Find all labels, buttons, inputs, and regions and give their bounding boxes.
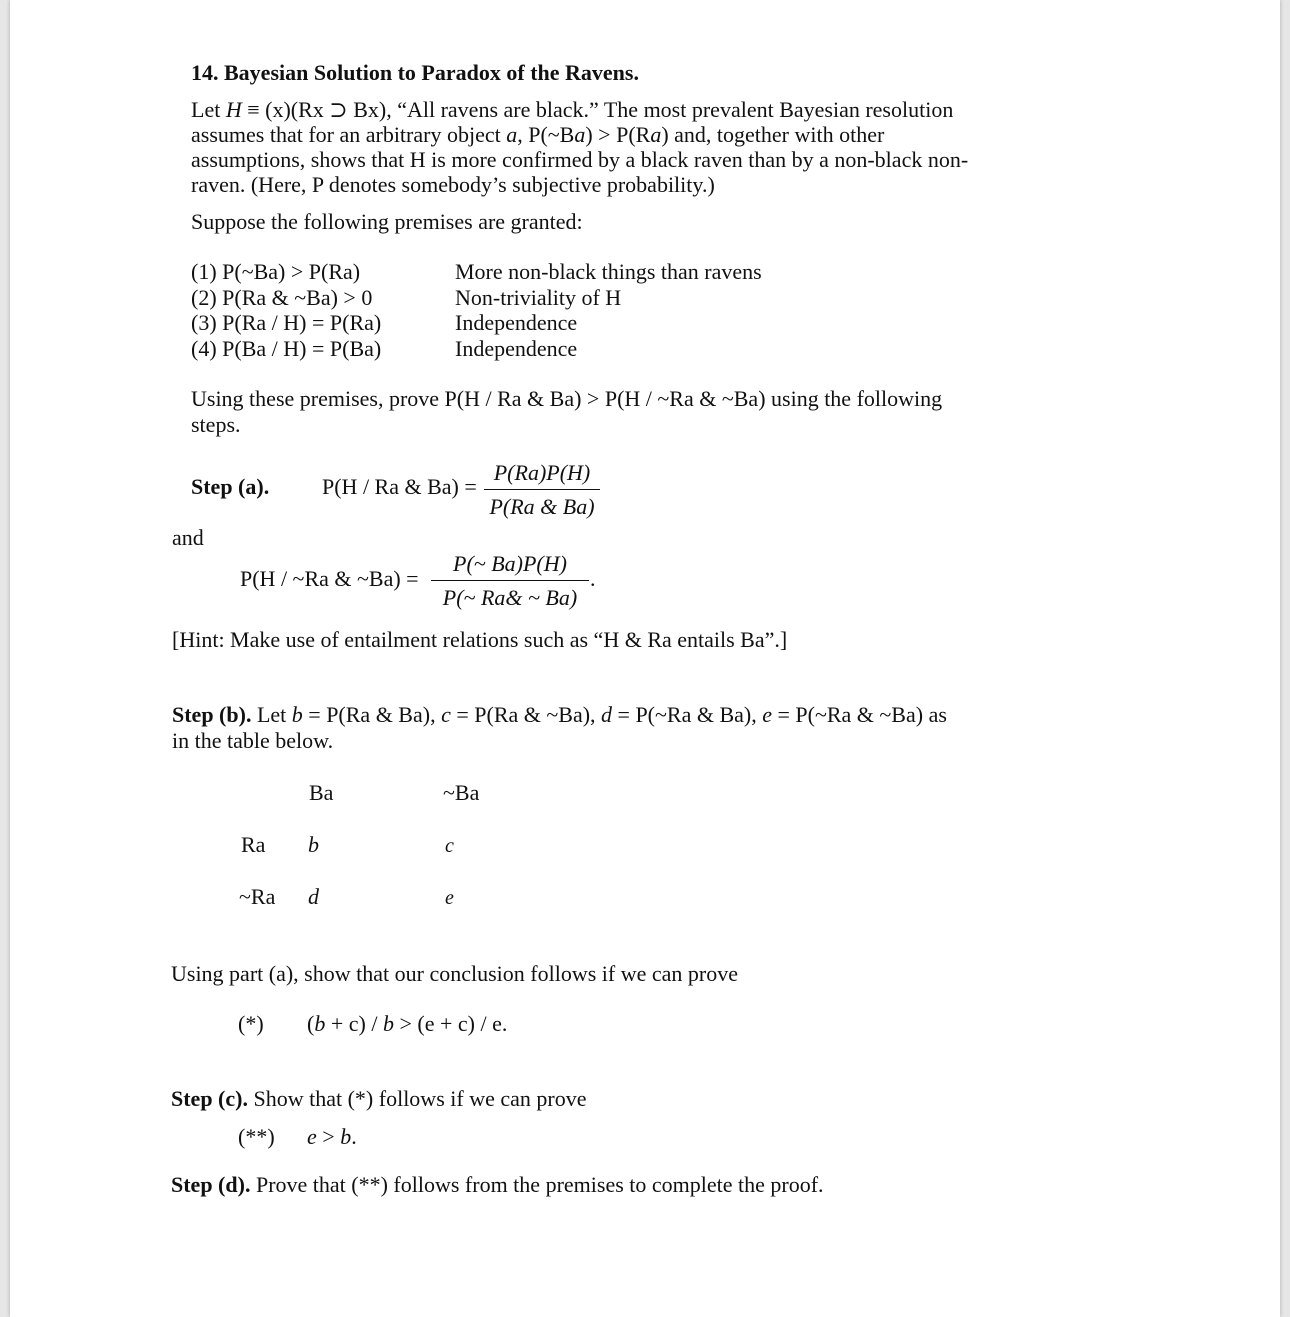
expr-text: > bbox=[316, 1124, 341, 1149]
intro-text: ≡ (x)(Rx ⊃ Bx), “All ravens are black.” The most prevalent Bayesian resolution bbox=[241, 97, 954, 122]
var-b: b bbox=[291, 702, 303, 727]
premise-3-label: Independence bbox=[455, 310, 578, 335]
eq2-fraction bbox=[431, 551, 589, 611]
eq2-denominator: P(~ Ra& ~ Ba) bbox=[442, 585, 578, 610]
eq2-numerator: P(~ Ba)P(H) bbox=[431, 551, 589, 581]
intro-var: a bbox=[506, 122, 518, 147]
expr-text: . bbox=[501, 1011, 508, 1036]
intro-text: ) > P(R bbox=[585, 122, 651, 147]
step-b-text: = P(Ra & ~Ba), bbox=[450, 702, 602, 727]
table-cell-b: b bbox=[308, 832, 319, 857]
table-row-header-not-ra: ~Ra bbox=[239, 884, 276, 909]
intro-line-1 bbox=[191, 97, 953, 122]
table-cell-e: e bbox=[445, 887, 454, 909]
var-d: d bbox=[601, 702, 613, 727]
suppose-text: Suppose the following premises are granted: bbox=[191, 209, 583, 234]
premise-2-label: Non-triviality of H bbox=[455, 285, 622, 310]
var-e: e bbox=[424, 1011, 435, 1036]
step-b-line-2: in the table below. bbox=[172, 728, 334, 753]
table-cell-d: d bbox=[308, 884, 319, 909]
step-a-fraction bbox=[484, 460, 600, 520]
step-b-line-1 bbox=[172, 702, 947, 727]
step-b-text: Let bbox=[251, 702, 292, 727]
premise-3-formula: (3) P(Ra / H) = P(Ra) bbox=[191, 310, 382, 335]
step-c-line bbox=[171, 1086, 586, 1111]
step-b-text: = P(~Ra & Ba), bbox=[612, 702, 763, 727]
premise-1-label: More non-black things than ravens bbox=[455, 259, 762, 284]
var-e: e bbox=[492, 1011, 502, 1036]
intro-text: assumes that for an arbitrary object bbox=[191, 122, 507, 147]
expr-text: . bbox=[351, 1124, 357, 1149]
step-a-numerator: P(Ra)P(H) bbox=[484, 460, 600, 490]
intro-var: a bbox=[574, 122, 586, 147]
premise-1-formula: (1) P(~Ba) > P(Ra) bbox=[191, 259, 361, 284]
using-premises-line-1: Using these premises, prove P(H / Ra & Ba) > P(H / ~Ra & ~Ba) using the following bbox=[191, 386, 943, 411]
step-b-text: = P(~Ra & ~Ba) as bbox=[771, 702, 947, 727]
step-d-label: Step (d). bbox=[171, 1172, 251, 1197]
premise-2-formula: (2) P(Ra & ~Ba) > 0 bbox=[191, 285, 373, 310]
problem-title: 14. Bayesian Solution to Paradox of the Ravens. bbox=[191, 60, 639, 85]
table-col-header-not-ba: ~Ba bbox=[443, 780, 480, 805]
intro-text: , P(~B bbox=[517, 122, 575, 147]
using-premises-line-2: steps. bbox=[191, 412, 241, 437]
var-e: e bbox=[307, 1124, 317, 1149]
intro-text: Let bbox=[191, 97, 226, 122]
intro-line-4: raven. (Here, P denotes somebody’s subjective probability.) bbox=[191, 172, 715, 197]
step-c-text: Show that (*) follows if we can prove bbox=[247, 1086, 587, 1111]
intro-text: ) and, together with other bbox=[661, 122, 885, 147]
expr-text: ( bbox=[307, 1011, 315, 1036]
step-a-label: Step (a). bbox=[191, 474, 270, 499]
intro-line-2 bbox=[191, 122, 884, 147]
step-b-label: Step (b). bbox=[172, 702, 252, 727]
premise-4-label: Independence bbox=[455, 336, 578, 361]
and-word: and bbox=[172, 525, 204, 550]
expr-text: > ( bbox=[393, 1011, 425, 1036]
var-b: b bbox=[340, 1124, 352, 1149]
intro-var: a bbox=[650, 122, 662, 147]
var-c: c bbox=[441, 702, 451, 727]
step-a-lhs: P(H / Ra & Ba) = bbox=[322, 474, 477, 499]
intro-line-3: assumptions, shows that H is more confirmed by a black raven than by a non-black non- bbox=[191, 147, 969, 172]
using-part-a-text: Using part (a), show that our conclusion follows if we can prove bbox=[171, 961, 738, 986]
star2-expression bbox=[307, 1124, 357, 1149]
table-col-header-ba: Ba bbox=[309, 780, 334, 805]
star-label: (*) bbox=[238, 1011, 264, 1036]
document-page bbox=[10, 0, 1280, 1317]
hint-text: [Hint: Make use of entailment relations such as “H & Ra entails Ba”.] bbox=[172, 627, 788, 652]
eq2-period: . bbox=[590, 566, 596, 591]
step-b-text: = P(Ra & Ba), bbox=[302, 702, 442, 727]
table-cell-c: c bbox=[445, 835, 454, 857]
star2-label: (**) bbox=[238, 1124, 275, 1149]
step-d-line bbox=[171, 1172, 824, 1197]
eq2-lhs: P(H / ~Ra & ~Ba) = bbox=[240, 566, 419, 591]
step-a-denominator: P(Ra & Ba) bbox=[489, 494, 595, 519]
var-b: b bbox=[314, 1011, 326, 1036]
premise-4-formula: (4) P(Ba / H) = P(Ba) bbox=[191, 336, 382, 361]
intro-var: H bbox=[225, 97, 242, 122]
var-e: e bbox=[762, 702, 772, 727]
step-d-text: Prove that (**) follows from the premises to complete the proof. bbox=[250, 1172, 824, 1197]
step-c-label: Step (c). bbox=[171, 1086, 248, 1111]
expr-text: + c) / bbox=[434, 1011, 493, 1036]
star-expression bbox=[307, 1011, 507, 1036]
expr-text: + c) / bbox=[325, 1011, 383, 1036]
table-row-header-ra: Ra bbox=[241, 832, 266, 857]
var-b: b bbox=[382, 1011, 394, 1036]
